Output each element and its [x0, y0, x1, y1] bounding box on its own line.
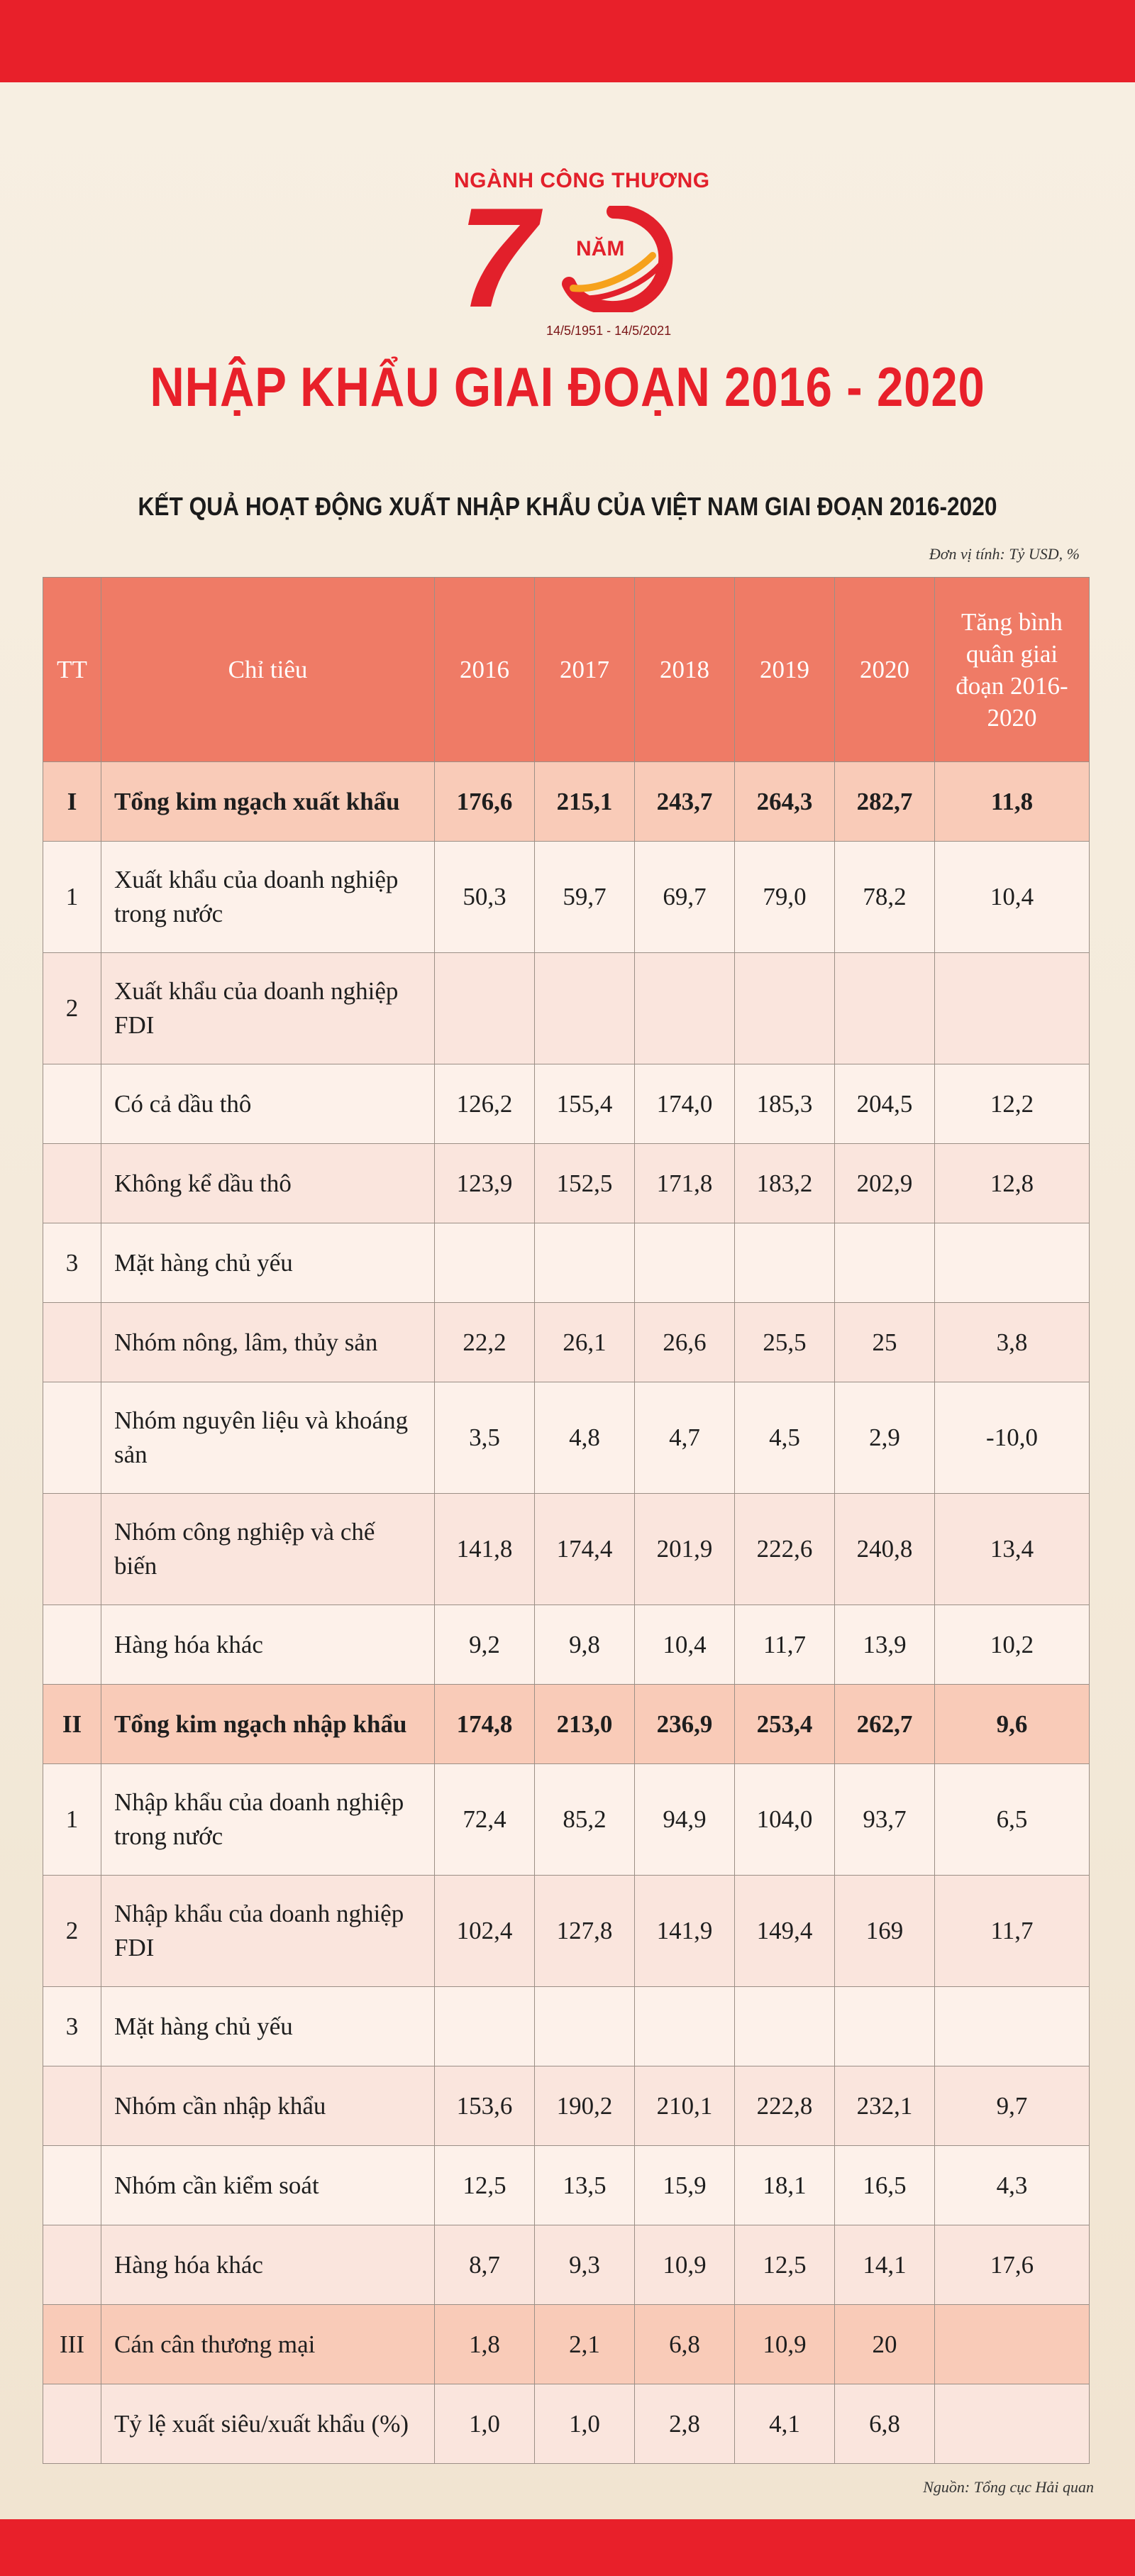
row-value: 18,1 [735, 2146, 835, 2225]
row-value [635, 1223, 735, 1303]
logo-number: 7 [458, 179, 538, 337]
row-tt: 2 [43, 1876, 101, 1987]
row-value: 104,0 [735, 1764, 835, 1876]
row-value: 262,7 [835, 1685, 935, 1764]
row-value [635, 1987, 735, 2066]
row-value: 201,9 [635, 1494, 735, 1605]
row-indicator: Nhóm nông, lâm, thủy sản [101, 1303, 435, 1382]
row-value: 126,2 [435, 1064, 535, 1144]
row-value: 155,4 [535, 1064, 635, 1144]
row-tt: II [43, 1685, 101, 1764]
table-row [43, 1987, 1090, 2066]
row-value: 141,8 [435, 1494, 535, 1605]
row-value: 232,1 [835, 2066, 935, 2146]
row-value: 190,2 [535, 2066, 635, 2146]
table-row [43, 1382, 1090, 1494]
row-value: 13,9 [835, 1605, 935, 1685]
row-value: 243,7 [635, 762, 735, 842]
row-value: 2,1 [535, 2305, 635, 2384]
row-average-growth: 11,8 [935, 762, 1090, 842]
row-indicator: Tổng kim ngạch xuất khẩu [101, 762, 435, 842]
row-value: 169 [835, 1876, 935, 1987]
header-2016: 2016 [435, 578, 535, 762]
row-tt: 2 [43, 953, 101, 1064]
row-value: 213,0 [535, 1685, 635, 1764]
row-tt [43, 1303, 101, 1382]
row-indicator: Tỷ lệ xuất siêu/xuất khẩu (%) [101, 2384, 435, 2464]
row-tt: 1 [43, 1764, 101, 1876]
table-title: KẾT QUẢ HOẠT ĐỘNG XUẤT NHẬP KHẨU CỦA VIỆT NAM GIAI ĐOẠN 2016-2020 [138, 492, 997, 521]
page-title: NHẬP KHẨU GIAI ĐOẠN 2016 - 2020 [150, 356, 985, 418]
row-value: 4,5 [735, 1382, 835, 1494]
row-value: 12,5 [435, 2146, 535, 2225]
table-row [43, 1494, 1090, 1605]
row-tt [43, 1605, 101, 1685]
row-indicator: Hàng hóa khác [101, 2225, 435, 2305]
row-indicator: Nhóm công nghiệp và chế biến [101, 1494, 435, 1605]
row-value: 1,0 [435, 2384, 535, 2464]
row-value: 127,8 [535, 1876, 635, 1987]
row-value: 171,8 [635, 1144, 735, 1223]
row-value [735, 1223, 835, 1303]
row-value [835, 953, 935, 1064]
row-average-growth [935, 1987, 1090, 2066]
header-indicator: Chỉ tiêu [101, 578, 435, 762]
row-value: 9,2 [435, 1605, 535, 1685]
row-value [435, 953, 535, 1064]
row-indicator: Không kể dầu thô [101, 1144, 435, 1223]
bottom-red-band [0, 2519, 1135, 2576]
row-value: 12,5 [735, 2225, 835, 2305]
row-value [535, 1223, 635, 1303]
row-average-growth: 12,8 [935, 1144, 1090, 1223]
row-indicator: Xuất khẩu của doanh nghiệp FDI [101, 953, 435, 1064]
row-value: 6,8 [835, 2384, 935, 2464]
row-tt [43, 1064, 101, 1144]
anniversary-logo [440, 163, 710, 341]
row-tt [43, 2066, 101, 2146]
row-value: 13,5 [535, 2146, 635, 2225]
table-row [43, 953, 1090, 1064]
row-value: 222,8 [735, 2066, 835, 2146]
row-tt: 3 [43, 1987, 101, 2066]
row-indicator: Hàng hóa khác [101, 1605, 435, 1685]
table-row [43, 1685, 1090, 1764]
row-average-growth [935, 2305, 1090, 2384]
row-tt: 1 [43, 842, 101, 953]
row-value [535, 953, 635, 1064]
row-tt: III [43, 2305, 101, 2384]
source-note: Nguồn: Tổng cục Hải quan [923, 2478, 1094, 2496]
row-value: 85,2 [535, 1764, 635, 1876]
row-value: 94,9 [635, 1764, 735, 1876]
row-indicator: Nhập khẩu của doanh nghiệp trong nước [101, 1764, 435, 1876]
table-row [43, 1764, 1090, 1876]
row-value: 2,8 [635, 2384, 735, 2464]
unit-note: Đơn vị tính: Tỷ USD, % [929, 545, 1080, 563]
row-value: 183,2 [735, 1144, 835, 1223]
row-value: 174,0 [635, 1064, 735, 1144]
row-average-growth: 9,6 [935, 1685, 1090, 1764]
logo-nam-text: NĂM [576, 237, 625, 260]
row-average-growth: -10,0 [935, 1382, 1090, 1494]
header-2017: 2017 [535, 578, 635, 762]
table-row [43, 762, 1090, 842]
row-value: 78,2 [835, 842, 935, 953]
row-value: 8,7 [435, 2225, 535, 2305]
row-value: 10,9 [735, 2305, 835, 2384]
table-row [43, 2146, 1090, 2225]
row-average-growth: 11,7 [935, 1876, 1090, 1987]
row-value: 102,4 [435, 1876, 535, 1987]
row-value: 10,9 [635, 2225, 735, 2305]
row-value: 72,4 [435, 1764, 535, 1876]
row-value: 210,1 [635, 2066, 735, 2146]
row-value: 79,0 [735, 842, 835, 953]
row-value: 4,7 [635, 1382, 735, 1494]
row-average-growth: 12,2 [935, 1064, 1090, 1144]
row-value: 204,5 [835, 1064, 935, 1144]
row-value: 93,7 [835, 1764, 935, 1876]
table-row [43, 842, 1090, 953]
row-value: 149,4 [735, 1876, 835, 1987]
header-2018: 2018 [635, 578, 735, 762]
row-tt [43, 1144, 101, 1223]
export-import-table [43, 577, 1090, 2464]
row-value [535, 1987, 635, 2066]
row-value: 9,3 [535, 2225, 635, 2305]
row-tt [43, 1382, 101, 1494]
row-value: 282,7 [835, 762, 935, 842]
row-value [835, 1223, 935, 1303]
row-tt [43, 2146, 101, 2225]
row-value: 240,8 [835, 1494, 935, 1605]
header-average-growth: Tăng bình quân giai đoạn 2016-2020 [935, 578, 1090, 762]
table-row [43, 1144, 1090, 1223]
row-value: 16,5 [835, 2146, 935, 2225]
row-value: 6,8 [635, 2305, 735, 2384]
row-tt [43, 2225, 101, 2305]
row-value: 185,3 [735, 1064, 835, 1144]
row-average-growth: 9,7 [935, 2066, 1090, 2146]
row-value: 4,1 [735, 2384, 835, 2464]
row-value: 264,3 [735, 762, 835, 842]
header-2019: 2019 [735, 578, 835, 762]
row-value: 25 [835, 1303, 935, 1382]
row-value: 174,4 [535, 1494, 635, 1605]
table-row [43, 1064, 1090, 1144]
row-value: 22,2 [435, 1303, 535, 1382]
row-average-growth [935, 1223, 1090, 1303]
row-tt [43, 2384, 101, 2464]
row-value: 152,5 [535, 1144, 635, 1223]
table-row [43, 1605, 1090, 1685]
row-value [435, 1987, 535, 2066]
row-indicator: Cán cân thương mại [101, 2305, 435, 2384]
table-row [43, 1876, 1090, 1987]
top-red-band [0, 0, 1135, 82]
logo-top-text: NGÀNH CÔNG THƯƠNG [454, 169, 710, 192]
row-indicator: Nhóm nguyên liệu và khoáng sản [101, 1382, 435, 1494]
row-value: 153,6 [435, 2066, 535, 2146]
row-value: 26,6 [635, 1303, 735, 1382]
row-value [735, 953, 835, 1064]
row-tt: I [43, 762, 101, 842]
row-indicator: Mặt hàng chủ yếu [101, 1223, 435, 1303]
row-value: 215,1 [535, 762, 635, 842]
row-value: 253,4 [735, 1685, 835, 1764]
row-value: 174,8 [435, 1685, 535, 1764]
row-value [635, 953, 735, 1064]
table-row [43, 2225, 1090, 2305]
row-indicator: Có cả dầu thô [101, 1064, 435, 1144]
row-value: 202,9 [835, 1144, 935, 1223]
row-value: 222,6 [735, 1494, 835, 1605]
table-header-row [43, 578, 1090, 762]
row-value: 141,9 [635, 1876, 735, 1987]
row-indicator: Nhóm cần kiểm soát [101, 2146, 435, 2225]
table-row [43, 2384, 1090, 2464]
row-value: 69,7 [635, 842, 735, 953]
table-row [43, 2305, 1090, 2384]
row-value: 176,6 [435, 762, 535, 842]
row-value [735, 1987, 835, 2066]
row-value: 10,4 [635, 1605, 735, 1685]
header-tt: TT [43, 578, 101, 762]
row-indicator: Nhóm cần nhập khẩu [101, 2066, 435, 2146]
table-row [43, 2066, 1090, 2146]
row-average-growth: 3,8 [935, 1303, 1090, 1382]
row-value: 14,1 [835, 2225, 935, 2305]
row-value: 9,8 [535, 1605, 635, 1685]
row-value: 26,1 [535, 1303, 635, 1382]
row-indicator: Xuất khẩu của doanh nghiệp trong nước [101, 842, 435, 953]
row-average-growth [935, 2384, 1090, 2464]
row-indicator: Tổng kim ngạch nhập khẩu [101, 1685, 435, 1764]
row-average-growth: 17,6 [935, 2225, 1090, 2305]
row-average-growth: 6,5 [935, 1764, 1090, 1876]
row-value: 3,5 [435, 1382, 535, 1494]
row-indicator: Nhập khẩu của doanh nghiệp FDI [101, 1876, 435, 1987]
row-value: 236,9 [635, 1685, 735, 1764]
row-value: 4,8 [535, 1382, 635, 1494]
row-value: 20 [835, 2305, 935, 2384]
row-average-growth [935, 953, 1090, 1064]
row-value: 1,8 [435, 2305, 535, 2384]
row-value [435, 1223, 535, 1303]
logo-dates: 14/5/1951 - 14/5/2021 [546, 324, 672, 338]
row-value: 2,9 [835, 1382, 935, 1494]
header-2020: 2020 [835, 578, 935, 762]
row-value: 1,0 [535, 2384, 635, 2464]
row-tt: 3 [43, 1223, 101, 1303]
row-value: 25,5 [735, 1303, 835, 1382]
row-value: 15,9 [635, 2146, 735, 2225]
row-value: 123,9 [435, 1144, 535, 1223]
row-indicator: Mặt hàng chủ yếu [101, 1987, 435, 2066]
row-value: 11,7 [735, 1605, 835, 1685]
row-average-growth: 4,3 [935, 2146, 1090, 2225]
row-value: 50,3 [435, 842, 535, 953]
row-average-growth: 10,2 [935, 1605, 1090, 1685]
row-average-growth: 10,4 [935, 842, 1090, 953]
table-row [43, 1223, 1090, 1303]
row-value: 59,7 [535, 842, 635, 953]
row-value [835, 1987, 935, 2066]
table-row [43, 1303, 1090, 1382]
row-tt [43, 1494, 101, 1605]
row-average-growth: 13,4 [935, 1494, 1090, 1605]
